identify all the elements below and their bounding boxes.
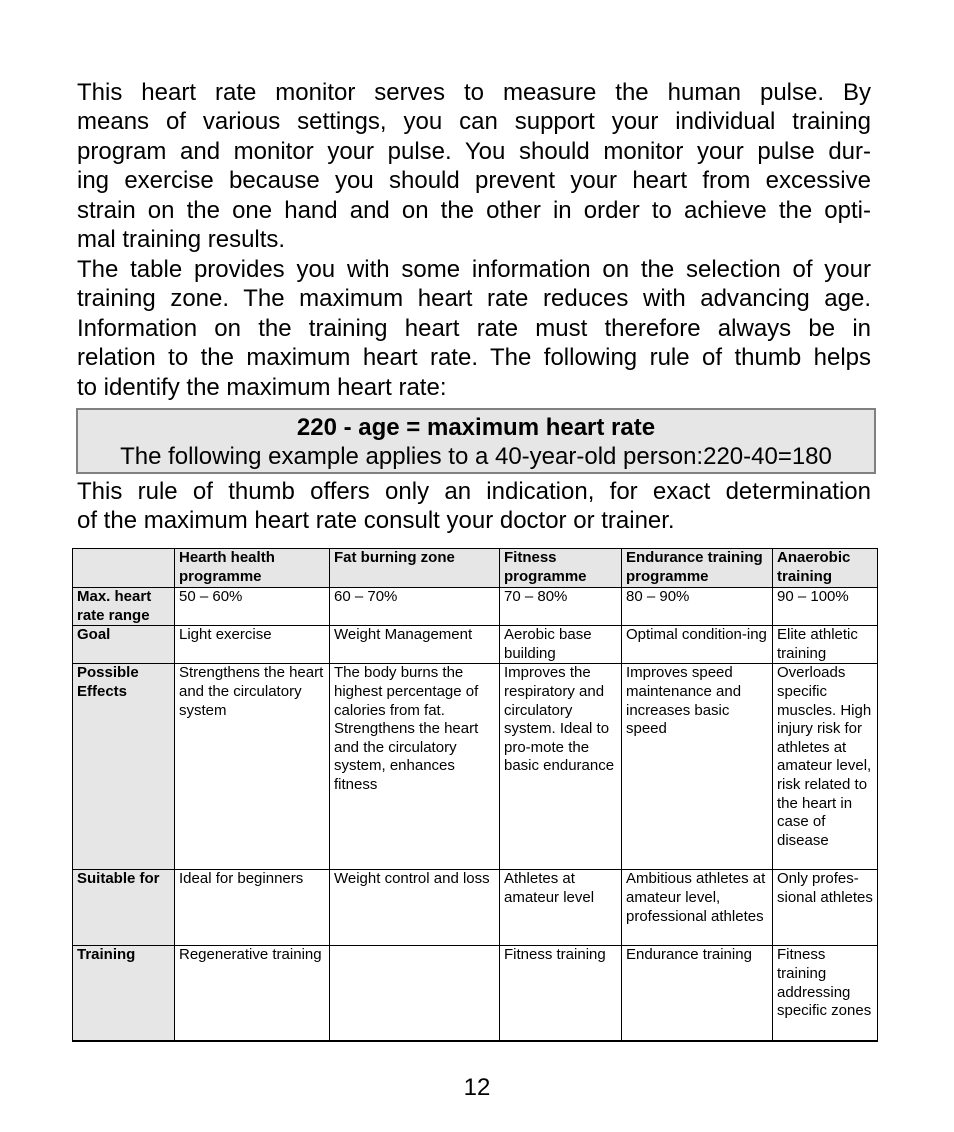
table-cell: Strengthens the heart and the circulatory system (175, 664, 330, 870)
table-cell: Improves the respiratory and circulatory system. Ideal to pro-mote the basic endurance (500, 664, 622, 870)
intro-line: This heart rate monitor serves to measure the human pulse. By (77, 79, 871, 106)
table-cell: Only profes-sional athletes (773, 870, 878, 946)
table-header-cell: Endurance training programme (622, 549, 773, 588)
formula-title: 220 - age = maximum heart rate (296, 414, 656, 441)
intro-line: ing exercise because you should prevent your heart from excessive (77, 167, 871, 195)
intro-line: strain on the one hand and on the other in order to achieve the opti- (77, 196, 871, 224)
table-row (73, 588, 878, 626)
row-label: Possible Effects (73, 664, 175, 870)
table-cell: Fitness training (500, 946, 622, 1041)
table-cell: Regenerative training (175, 946, 330, 1041)
table-cell: Aerobic base building (500, 626, 622, 664)
table-cell: Elite athletic training (773, 626, 878, 664)
table-row (73, 626, 878, 664)
note-line: of the maximum heart rate consult your doctor or trainer. (77, 507, 675, 535)
row-label: Max. heart rate range (73, 588, 175, 626)
page-number: 12 (463, 1074, 491, 1101)
formula-example: The following example applies to a 40-year-old person:220-40=180 (120, 443, 832, 470)
table-header-cell (73, 549, 175, 588)
table-header-cell: Fat burning zone (330, 549, 500, 588)
intro-line: means of various settings, you can support your individual training (77, 108, 871, 136)
row-label: Suitable for (73, 870, 175, 946)
table-intro-line: training zone. The maximum heart rate reduces with advancing age. (77, 285, 871, 313)
table-cell: Weight Management (330, 626, 500, 664)
table-cell: 70 – 80% (500, 588, 622, 626)
table-cell: Ambitious athletes at amateur level, professional athletes (622, 870, 773, 946)
note-line: This rule of thumb offers only an indication, for exact determination (77, 478, 871, 505)
formula-box (76, 408, 876, 474)
table-cell: Weight control and loss (330, 870, 500, 946)
row-label: Training (73, 946, 175, 1041)
table-cell: Improves speed maintenance and increases basic speed (622, 664, 773, 870)
table-cell: Light exercise (175, 626, 330, 664)
table-row (73, 870, 878, 946)
table-cell: 60 – 70% (330, 588, 500, 626)
table-header-cell: Hearth health programme (175, 549, 330, 588)
training-zones-table (72, 548, 878, 1042)
intro-paragraph (77, 78, 871, 254)
table-cell: Athletes at amateur level (500, 870, 622, 946)
table-intro-line: relation to the maximum heart rate. The following rule of thumb helps (77, 344, 871, 372)
table-header-cell: Anaerobic training (773, 549, 878, 588)
table-cell (330, 946, 500, 1041)
table-cell: Fitness training addressing specific zones (773, 946, 878, 1041)
table-header-cell: Fitness programme (500, 549, 622, 588)
table-intro-line: to identify the maximum heart rate: (77, 373, 447, 401)
table-cell: 90 – 100% (773, 588, 878, 626)
table-cell: Endurance training (622, 946, 773, 1041)
table-cell: The body burns the highest percentage of calories from fat. Strengthens the heart and the circulatory system, enhances fitness (330, 664, 500, 870)
intro-line: mal training results. (77, 226, 286, 254)
note-paragraph (77, 477, 871, 536)
table-header-row (73, 549, 878, 588)
intro-line: program and monitor your pulse. You should monitor your pulse dur- (77, 137, 871, 165)
table-cell: Optimal condition-ing (622, 626, 773, 664)
table-cell: 50 – 60% (175, 588, 330, 626)
row-label: Goal (73, 626, 175, 664)
table-intro-line: Information on the training heart rate must therefore always be in (77, 314, 871, 342)
table-cell: 80 – 90% (622, 588, 773, 626)
table-row (73, 664, 878, 870)
table-intro-line: The table provides you with some information on the selection of your (77, 256, 871, 283)
table-row (73, 946, 878, 1041)
table-cell: Ideal for beginners (175, 870, 330, 946)
table-cell: Overloads specific muscles. High injury risk for athletes at amateur level, risk related to the heart in case of disease (773, 664, 878, 870)
table-intro-paragraph (77, 255, 871, 402)
